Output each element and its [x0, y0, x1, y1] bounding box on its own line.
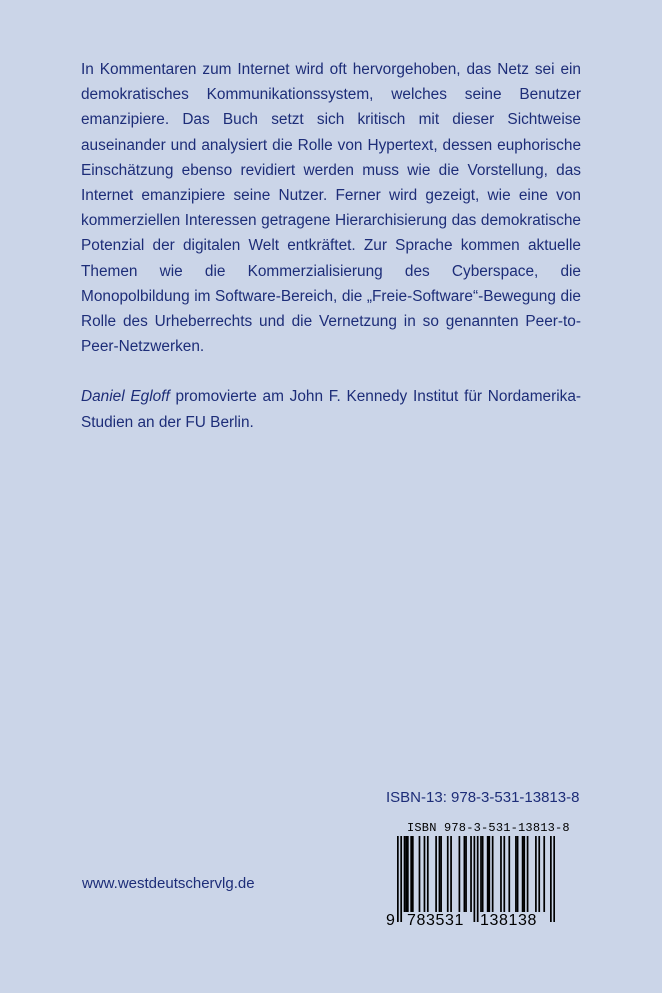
barcode-bars — [397, 836, 555, 922]
barcode-bar — [474, 836, 476, 922]
barcode-bar — [447, 836, 449, 912]
author-bio — [81, 384, 581, 434]
barcode-bar — [543, 836, 545, 912]
barcode-bar — [492, 836, 494, 912]
barcode-bar — [538, 836, 540, 912]
barcode-bar — [488, 836, 490, 912]
barcode-bar — [508, 836, 510, 912]
barcode-bar — [464, 836, 466, 912]
barcode-bar — [500, 836, 502, 912]
barcode-bar — [397, 836, 399, 922]
publisher-website: www.westdeutschervlg.de — [82, 875, 255, 892]
barcode-bar — [424, 836, 426, 912]
isbn-13-label: ISBN-13: 978-3-531-13813-8 — [386, 789, 580, 806]
barcode-bar — [400, 836, 402, 922]
barcode-bar — [410, 836, 412, 912]
barcode-bar — [527, 836, 529, 912]
barcode-bar — [535, 836, 537, 912]
barcode-bar — [405, 836, 407, 912]
barcode-bar — [553, 836, 555, 922]
author-bio-text: promovierte am John F. Kennedy Institut für Nordamerika-Studien an der FU Berlin. — [81, 388, 581, 431]
barcode-bar — [404, 836, 406, 912]
barcode-bar — [412, 836, 414, 912]
barcode-bar — [477, 836, 479, 922]
barcode-bar — [522, 836, 524, 912]
barcode-bar — [487, 836, 489, 912]
barcode-bar — [435, 836, 437, 912]
back-cover-blurb — [81, 57, 581, 435]
barcode-bar — [503, 836, 505, 912]
barcode-bar — [480, 836, 482, 912]
author-name: Daniel Egloff — [81, 388, 170, 406]
barcode-digits-right: 138138 — [480, 912, 537, 929]
barcode-digit-first: 9 — [386, 912, 395, 929]
barcode-bar — [465, 836, 467, 912]
barcode-bar — [407, 836, 409, 912]
blurb-paragraph: In Kommentaren zum Internet wird oft hervorgehoben, das Netz sei ein demokratisches Kommunikationssystem, welches seine Benutzer emanzipiere. Das Buch setzt sich kritisch mit dieser Sichtweise auseinander und analysiert die Rolle von Hypertext, dessen euphorische Einschätzung ebenso revidiert werden muss wie die Vorstellung, das Internet emanzipiere seine Nutzer. Ferner wird gezeigt, wie eine von kommerziellen Interessen getragene Hierarchisierung das demokratische Potenzial der digitalen Welt entkräftet. Zur Sprache kommen aktuelle Themen wie die Kommerzialisierung des Cyberspace, die Monopolbildung im Software-Bereich, die „Freie-Software“-Bewegung die Rolle des Urheberrechts und die Vernetzung in so genannten Peer-to-Peer-Netzwerken. — [81, 61, 581, 356]
barcode-bar — [482, 836, 484, 912]
isbn-barcode — [380, 819, 570, 939]
barcode-digits-left: 783531 — [407, 912, 464, 929]
barcode-bar — [450, 836, 452, 912]
barcode-bar — [523, 836, 525, 912]
barcode-bar — [440, 836, 442, 912]
barcode-bar — [459, 836, 461, 912]
barcode-bar — [470, 836, 472, 912]
barcode-bar — [439, 836, 441, 912]
barcode-bar — [419, 836, 421, 912]
barcode-bar — [517, 836, 519, 912]
barcode-bar — [550, 836, 552, 922]
barcode-bar — [427, 836, 429, 912]
barcode-isbn-header: ISBN 978-3-531-13813-8 — [407, 821, 570, 835]
barcode-bar — [515, 836, 517, 912]
